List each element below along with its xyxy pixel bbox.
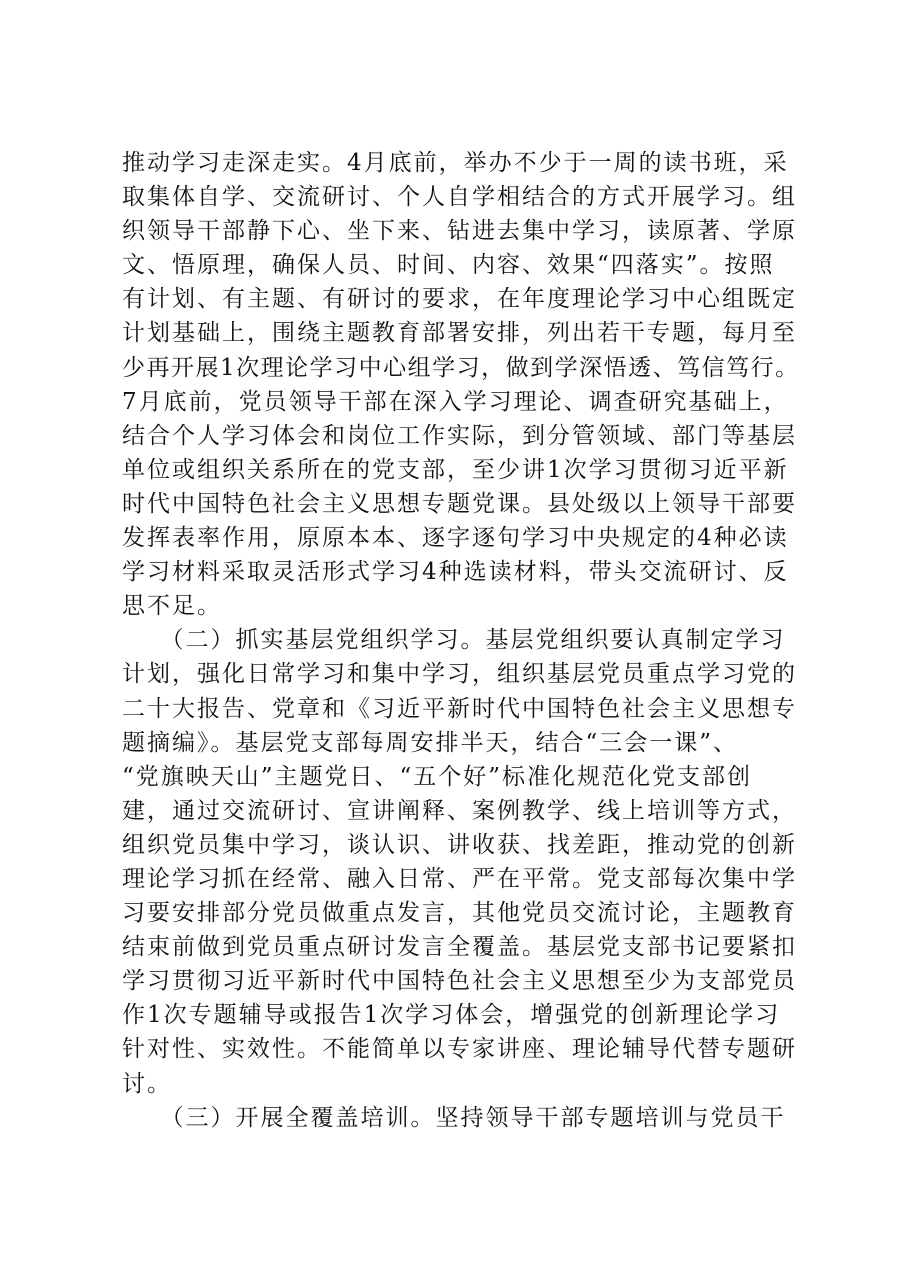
text-line: 织领导干部静下心、坐下来、钻进去集中学习，读原著、学原	[122, 218, 797, 245]
text-line: 二十大报告、党章和《习近平新时代中国特色社会主义思想专	[122, 695, 797, 722]
text-line: 组织党员集中学习，谈认识、讲收获、找差距，推动党的创新	[122, 831, 797, 858]
text-line: 题摘编》。基层党支部每周安排半天，结合“三会一课”、	[122, 729, 739, 756]
text-line: 学习材料采取灵活形式学习4种选读材料，带头交流研讨、反	[122, 559, 789, 586]
text-line: 时代中国特色社会主义思想专题党课。县处级以上领导干部要	[122, 490, 797, 517]
section-heading-line: （二）抓实基层党组织学习。基层党组织要认真制定学习	[122, 627, 786, 654]
text-line: 结合个人学习体会和岗位工作实际，到分管领域、部门等基层	[122, 422, 797, 449]
text-line: 推动学习走深走实。4月底前，举办不少于一周的读书班，采	[122, 150, 789, 176]
text-line: 学习贯彻习近平新时代中国特色社会主义思想至少为支部党员	[122, 968, 797, 995]
text-line: 单位或组织关系所在的党支部，至少讲1次学习贯彻习近平新	[122, 456, 789, 483]
text-line: 有计划、有主题、有研讨的要求，在年度理论学习中心组既定	[122, 286, 797, 313]
text-line: 思不足。	[122, 593, 222, 620]
section-heading-line: （三）开展全覆盖培训。坚持领导干部专题培训与党员干	[122, 1104, 786, 1131]
text-line: 计划，强化日常学习和集中学习，组织基层党员重点学习党的	[122, 661, 797, 688]
text-line: 7月底前，党员领导干部在深入学习理论、调查研究基础上，	[122, 388, 789, 415]
document-body	[122, 146, 802, 1135]
text-line: 讨。	[122, 1070, 172, 1097]
text-line: 针对性、实效性。不能简单以专家讲座、理论辅导代替专题研	[122, 1036, 797, 1063]
text-line: “党旗映天山”主题党日、“五个好”标准化规范化党支部创	[122, 763, 753, 790]
text-line: 建，通过交流研讨、宣讲阐释、案例教学、线上培训等方式，	[122, 797, 797, 824]
text-line: 计划基础上，围绕主题教育部署安排，列出若干专题，每月至	[122, 320, 797, 347]
text-line: 作1次专题辅导或报告1次学习体会，增强党的创新理论学习	[122, 1002, 781, 1029]
text-line: 习要安排部分党员做重点发言，其他党员交流讨论，主题教育	[122, 900, 797, 927]
text-line: 少再开展1次理论学习中心组学习，做到学深悟透、笃信笃行。	[122, 354, 800, 381]
text-line: 取集体自学、交流研讨、个人自学相结合的方式开展学习。组	[122, 184, 797, 211]
text-line: 文、悟原理，确保人员、时间、内容、效果“四落实”。按照	[122, 252, 775, 279]
text-line: 发挥表率作用，原原本本、逐字逐句学习中央规定的4种必读	[122, 525, 789, 552]
text-line: 结束前做到党员重点研讨发言全覆盖。基层党支部书记要紧扣	[122, 934, 797, 961]
text-line: 理论学习抓在经常、融入日常、严在平常。党支部每次集中学	[122, 865, 797, 892]
